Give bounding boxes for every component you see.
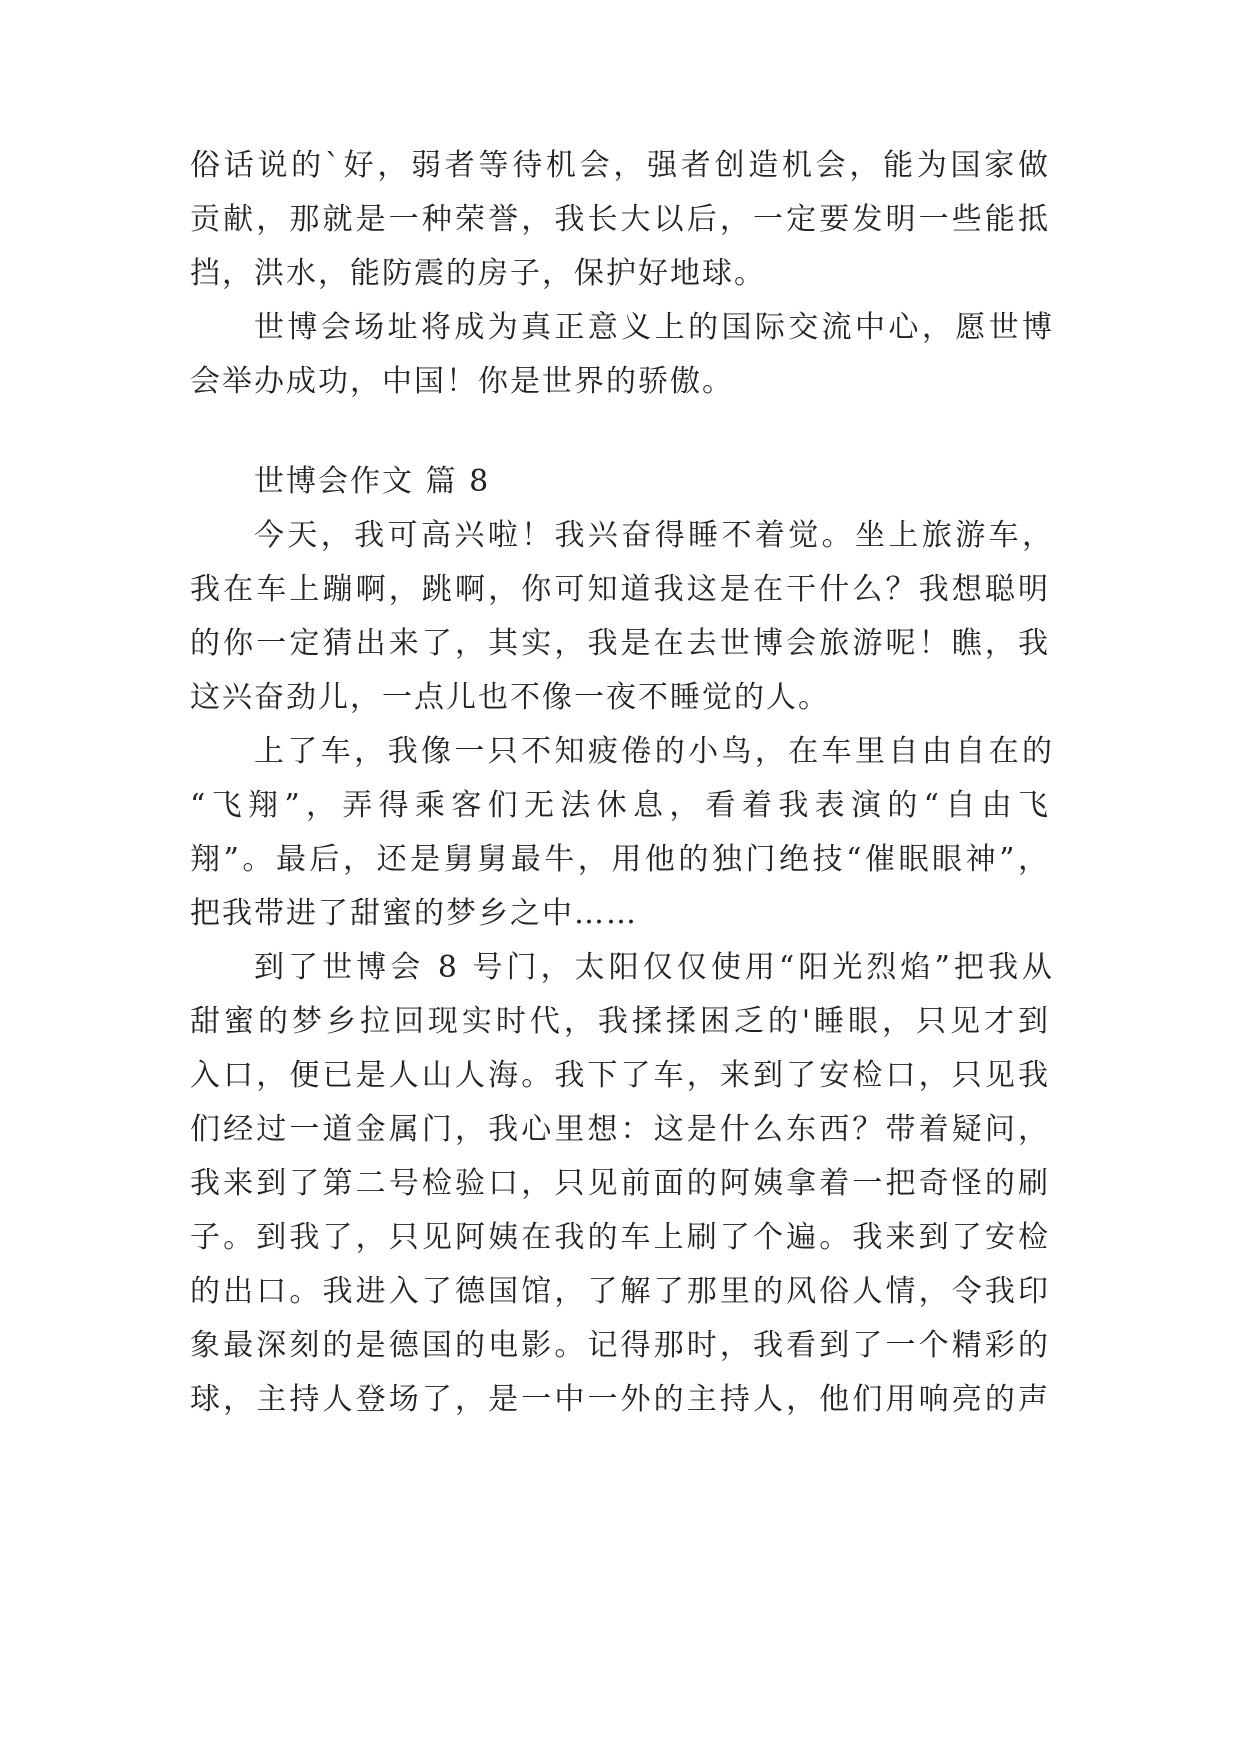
text-line: 挡，洪水，能防震的房子，保护好地球。	[190, 256, 766, 291]
text-line: 入口，便已是人山人海。我下了车，来到了安检口，只见我	[190, 1058, 1050, 1093]
text-line: 球，主持人登场了，是一中一外的主持人，他们用响亮的声	[190, 1382, 1050, 1417]
section-heading: 世博会作文 篇 8	[254, 464, 491, 499]
text-line: 会举办成功，中国！你是世界的骄傲。	[190, 364, 734, 399]
text-line: 我来到了第二号检验口，只见前面的阿姨拿着一把奇怪的刷	[190, 1166, 1050, 1201]
text-line: 贡献，那就是一种荣誉，我长大以后，一定要发明一些能抵	[190, 202, 1050, 237]
text-line: 把我带进了甜蜜的梦乡之中……	[190, 896, 638, 931]
text-line: 到了世博会 8 号门，太阳仅仅使用“阳光烈焰”把我从	[254, 950, 1054, 985]
text-line: 象最深刻的是德国的电影。记得那时，我看到了一个精彩的	[190, 1328, 1050, 1363]
text-line: 子。到我了，只见阿姨在我的车上刷了个遍。我来到了安检	[190, 1220, 1050, 1255]
text-line: 上了车，我像一只不知疲倦的小鸟，在车里自由自在的	[254, 734, 1054, 769]
text-line: 我在车上蹦啊，跳啊，你可知道我这是在干什么？我想聪明	[190, 572, 1050, 607]
text-line: 这兴奋劲儿，一点儿也不像一夜不睡觉的人。	[190, 680, 830, 715]
text-line: 今天，我可高兴啦！我兴奋得睡不着觉。坐上旅游车，	[254, 518, 1054, 553]
text-line: “飞翔”，弄得乘客们无法休息，看着我表演的“自由飞	[190, 788, 1050, 823]
text-line: 翔”。最后，还是舅舅最牛，用他的独门绝技“催眠眼神”，	[190, 842, 1050, 877]
text-line: 世博会场址将成为真正意义上的国际交流中心，愿世博	[254, 310, 1054, 345]
text-line: 甜蜜的梦乡拉回现实时代，我揉揉困乏的'睡眼，只见才到	[190, 1004, 1050, 1039]
text-line: 俗话说的`好，弱者等待机会，强者创造机会，能为国家做	[190, 148, 1050, 183]
text-line: 们经过一道金属门，我心里想：这是什么东西？带着疑问，	[190, 1112, 1050, 1147]
text-line: 的出口。我进入了德国馆，了解了那里的风俗人情，令我印	[190, 1274, 1050, 1309]
text-line: 的你一定猜出来了，其实，我是在去世博会旅游呢！瞧，我	[190, 626, 1050, 661]
